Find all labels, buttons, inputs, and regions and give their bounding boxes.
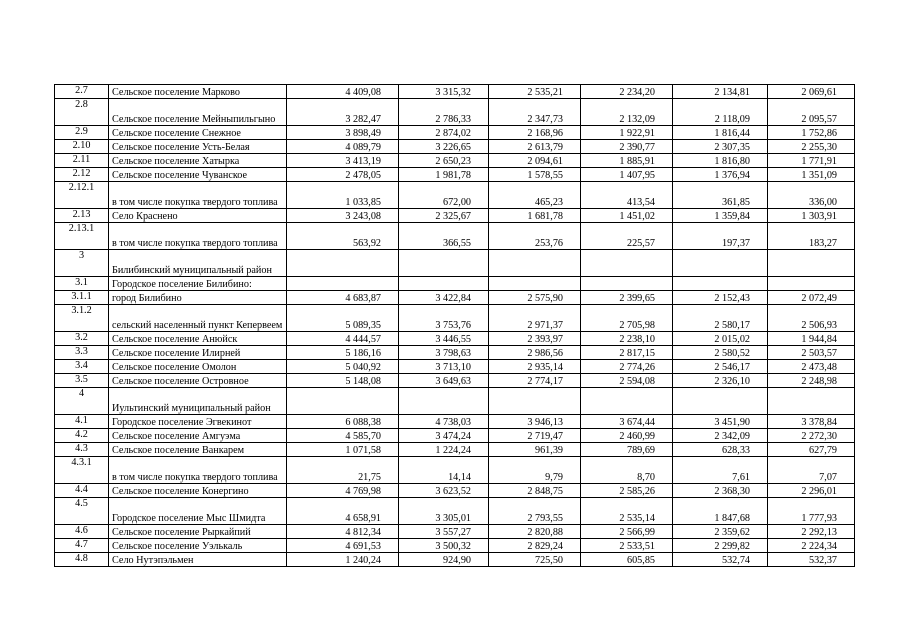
- table-row: [55, 498, 855, 525]
- table-row: [55, 553, 855, 567]
- value-cell: 1 359,84: [673, 209, 768, 223]
- value-cell: 563,92: [287, 223, 399, 250]
- value-cell: 2 971,37: [489, 305, 581, 332]
- value-cell: 2 585,26: [581, 484, 673, 498]
- table-row: [55, 484, 855, 498]
- value-cell: 3 446,55: [399, 332, 489, 346]
- table-row: [55, 429, 855, 443]
- value-cell: 2 069,61: [768, 85, 855, 99]
- value-cell: 3 674,44: [581, 415, 673, 429]
- value-cell: 2 460,99: [581, 429, 673, 443]
- value-cell: 3 898,49: [287, 126, 399, 140]
- value-cell: 413,54: [581, 182, 673, 209]
- value-cell: 1 224,24: [399, 443, 489, 457]
- value-cell: 4 691,53: [287, 539, 399, 553]
- value-cell: 336,00: [768, 182, 855, 209]
- table-row: [55, 388, 855, 415]
- value-cell: 5 148,08: [287, 374, 399, 388]
- value-cell: 1 816,44: [673, 126, 768, 140]
- value-cell: 1 771,91: [768, 154, 855, 168]
- value-cell: 4 089,79: [287, 140, 399, 154]
- settlement-name: Билибинский муниципальный район: [109, 250, 287, 277]
- value-cell: 2 774,17: [489, 374, 581, 388]
- value-cell: 2 546,17: [673, 360, 768, 374]
- value-cell: 4 812,34: [287, 525, 399, 539]
- value-cell: 361,85: [673, 182, 768, 209]
- settlement-name: Село Нутэпэльмен: [109, 553, 287, 567]
- value-cell: 2 359,62: [673, 525, 768, 539]
- table-row: [55, 457, 855, 484]
- value-cell: [768, 277, 855, 291]
- settlement-name: Городское поселение Билибино:: [109, 277, 287, 291]
- value-cell: 627,79: [768, 443, 855, 457]
- value-cell: 2 272,30: [768, 429, 855, 443]
- value-cell: [673, 388, 768, 415]
- settlement-name: Городское поселение Эгвекинот: [109, 415, 287, 429]
- value-cell: 3 649,63: [399, 374, 489, 388]
- value-cell: 3 451,90: [673, 415, 768, 429]
- value-cell: [287, 277, 399, 291]
- table-row: [55, 346, 855, 360]
- settlement-name: Сельское поселение Анюйск: [109, 332, 287, 346]
- value-cell: 2 535,14: [581, 498, 673, 525]
- value-cell: 2 478,05: [287, 168, 399, 182]
- value-cell: 2 296,01: [768, 484, 855, 498]
- value-cell: 2 580,52: [673, 346, 768, 360]
- table-row: [55, 360, 855, 374]
- value-cell: 2 506,93: [768, 305, 855, 332]
- row-number: 3.4: [55, 360, 109, 374]
- value-cell: 961,39: [489, 443, 581, 457]
- row-number: 2.8: [55, 99, 109, 126]
- value-cell: 2 473,48: [768, 360, 855, 374]
- value-cell: [399, 277, 489, 291]
- value-cell: 1 777,93: [768, 498, 855, 525]
- value-cell: [581, 277, 673, 291]
- value-cell: 9,79: [489, 457, 581, 484]
- value-cell: 1 303,91: [768, 209, 855, 223]
- value-cell: 2 134,81: [673, 85, 768, 99]
- settlement-name: Сельское поселение Хатырка: [109, 154, 287, 168]
- table-row: [55, 168, 855, 182]
- value-cell: 2 817,15: [581, 346, 673, 360]
- row-number: 3.1.2: [55, 305, 109, 332]
- value-cell: 725,50: [489, 553, 581, 567]
- row-number: 3.5: [55, 374, 109, 388]
- table-row: [55, 443, 855, 457]
- row-number: 2.7: [55, 85, 109, 99]
- value-cell: 2 533,51: [581, 539, 673, 553]
- value-cell: 789,69: [581, 443, 673, 457]
- settlement-name: Сельское поселение Рыркайпий: [109, 525, 287, 539]
- value-cell: 2 132,09: [581, 99, 673, 126]
- value-cell: [581, 388, 673, 415]
- row-number: 2.12: [55, 168, 109, 182]
- value-cell: 2 292,13: [768, 525, 855, 539]
- value-cell: 4 444,57: [287, 332, 399, 346]
- value-cell: 532,37: [768, 553, 855, 567]
- value-cell: 2 650,23: [399, 154, 489, 168]
- value-cell: [287, 388, 399, 415]
- value-cell: 3 282,47: [287, 99, 399, 126]
- value-cell: 2 399,65: [581, 291, 673, 305]
- row-number: 2.12.1: [55, 182, 109, 209]
- value-cell: 1 752,86: [768, 126, 855, 140]
- value-cell: 672,00: [399, 182, 489, 209]
- value-cell: 1 407,95: [581, 168, 673, 182]
- table-row: [55, 277, 855, 291]
- value-cell: 2 594,08: [581, 374, 673, 388]
- value-cell: 2 299,82: [673, 539, 768, 553]
- value-cell: 1 033,85: [287, 182, 399, 209]
- value-cell: 2 390,77: [581, 140, 673, 154]
- row-number: 4: [55, 388, 109, 415]
- value-cell: 3 378,84: [768, 415, 855, 429]
- value-cell: 3 474,24: [399, 429, 489, 443]
- value-cell: 2 368,30: [673, 484, 768, 498]
- table-row: [55, 154, 855, 168]
- row-number: 3: [55, 250, 109, 277]
- settlement-name: сельский населенный пункт Кепервеем: [109, 305, 287, 332]
- row-number: 2.11: [55, 154, 109, 168]
- table-row: [55, 305, 855, 332]
- table-row: [55, 126, 855, 140]
- value-cell: 1 681,78: [489, 209, 581, 223]
- table-row: [55, 223, 855, 250]
- value-cell: [489, 277, 581, 291]
- value-cell: 3 753,76: [399, 305, 489, 332]
- row-number: 3.2: [55, 332, 109, 346]
- value-cell: 3 226,65: [399, 140, 489, 154]
- row-number: 4.4: [55, 484, 109, 498]
- settlement-name: Городское поселение Мыс Шмидта: [109, 498, 287, 525]
- row-number: 2.10: [55, 140, 109, 154]
- value-cell: 2 874,02: [399, 126, 489, 140]
- value-cell: 2 015,02: [673, 332, 768, 346]
- value-cell: 2 820,88: [489, 525, 581, 539]
- value-cell: [287, 250, 399, 277]
- table-row: [55, 415, 855, 429]
- settlement-name: город Билибино: [109, 291, 287, 305]
- settlement-name: Сельское поселение Омолон: [109, 360, 287, 374]
- value-cell: 4 658,91: [287, 498, 399, 525]
- value-cell: 2 774,26: [581, 360, 673, 374]
- settlement-name: Село Краснено: [109, 209, 287, 223]
- value-cell: 2 580,17: [673, 305, 768, 332]
- value-cell: 2 255,30: [768, 140, 855, 154]
- value-cell: 2 234,20: [581, 85, 673, 99]
- value-cell: 1 240,24: [287, 553, 399, 567]
- value-cell: 1 578,55: [489, 168, 581, 182]
- value-cell: 924,90: [399, 553, 489, 567]
- table-row: [55, 250, 855, 277]
- value-cell: 5 089,35: [287, 305, 399, 332]
- value-cell: 3 557,27: [399, 525, 489, 539]
- value-cell: 2 094,61: [489, 154, 581, 168]
- value-cell: 2 786,33: [399, 99, 489, 126]
- value-cell: [768, 388, 855, 415]
- value-cell: 2 986,56: [489, 346, 581, 360]
- value-cell: 532,74: [673, 553, 768, 567]
- value-cell: 4 683,87: [287, 291, 399, 305]
- value-cell: 3 422,84: [399, 291, 489, 305]
- value-cell: 2 393,97: [489, 332, 581, 346]
- row-number: 4.3.1: [55, 457, 109, 484]
- settlement-name: Сельское поселение Уэлькаль: [109, 539, 287, 553]
- table-row: [55, 539, 855, 553]
- value-cell: 605,85: [581, 553, 673, 567]
- settlement-name: в том числе покупка твердого топлива: [109, 223, 287, 250]
- settlement-name: Сельское поселение Чуванское: [109, 168, 287, 182]
- value-cell: 2 307,35: [673, 140, 768, 154]
- value-cell: 366,55: [399, 223, 489, 250]
- value-cell: 2 118,09: [673, 99, 768, 126]
- value-cell: 3 500,32: [399, 539, 489, 553]
- value-cell: [768, 250, 855, 277]
- value-cell: 628,33: [673, 443, 768, 457]
- value-cell: 2 347,73: [489, 99, 581, 126]
- value-cell: 1 981,78: [399, 168, 489, 182]
- table-row: [55, 525, 855, 539]
- table-row: [55, 332, 855, 346]
- row-number: 4.6: [55, 525, 109, 539]
- tariff-table: [54, 84, 855, 567]
- table-body: [55, 85, 855, 567]
- settlement-name: в том числе покупка твердого топлива: [109, 182, 287, 209]
- value-cell: 2 705,98: [581, 305, 673, 332]
- value-cell: 2 072,49: [768, 291, 855, 305]
- value-cell: 3 315,32: [399, 85, 489, 99]
- row-number: 2.13.1: [55, 223, 109, 250]
- row-number: 3.1.1: [55, 291, 109, 305]
- value-cell: 2 793,55: [489, 498, 581, 525]
- value-cell: 2 248,98: [768, 374, 855, 388]
- table-row: [55, 374, 855, 388]
- value-cell: 197,37: [673, 223, 768, 250]
- value-cell: 3 623,52: [399, 484, 489, 498]
- value-cell: [489, 250, 581, 277]
- value-cell: 3 413,19: [287, 154, 399, 168]
- row-number: 3.3: [55, 346, 109, 360]
- value-cell: 1 816,80: [673, 154, 768, 168]
- table-row: [55, 209, 855, 223]
- value-cell: 1 376,94: [673, 168, 768, 182]
- value-cell: 14,14: [399, 457, 489, 484]
- value-cell: 2 503,57: [768, 346, 855, 360]
- value-cell: [399, 388, 489, 415]
- value-cell: [489, 388, 581, 415]
- value-cell: 4 409,08: [287, 85, 399, 99]
- row-number: 2.9: [55, 126, 109, 140]
- value-cell: 253,76: [489, 223, 581, 250]
- settlement-name: Сельское поселение Марково: [109, 85, 287, 99]
- value-cell: 3 713,10: [399, 360, 489, 374]
- value-cell: 183,27: [768, 223, 855, 250]
- value-cell: 7,61: [673, 457, 768, 484]
- value-cell: 1 351,09: [768, 168, 855, 182]
- value-cell: 4 738,03: [399, 415, 489, 429]
- settlement-name: Сельское поселение Снежное: [109, 126, 287, 140]
- row-number: 4.1: [55, 415, 109, 429]
- value-cell: 4 585,70: [287, 429, 399, 443]
- value-cell: 2 342,09: [673, 429, 768, 443]
- value-cell: 1 922,91: [581, 126, 673, 140]
- settlement-name: Сельское поселение Мейныпильгыно: [109, 99, 287, 126]
- value-cell: 2 575,90: [489, 291, 581, 305]
- value-cell: 225,57: [581, 223, 673, 250]
- table-row: [55, 291, 855, 305]
- value-cell: 2 535,21: [489, 85, 581, 99]
- settlement-name: Сельское поселение Конергино: [109, 484, 287, 498]
- value-cell: 2 566,99: [581, 525, 673, 539]
- value-cell: [673, 277, 768, 291]
- value-cell: 2 224,34: [768, 539, 855, 553]
- value-cell: 3 798,63: [399, 346, 489, 360]
- row-number: 4.7: [55, 539, 109, 553]
- row-number: 2.13: [55, 209, 109, 223]
- value-cell: 2 238,10: [581, 332, 673, 346]
- row-number: 4.5: [55, 498, 109, 525]
- settlement-name: в том числе покупка твердого топлива: [109, 457, 287, 484]
- value-cell: 2 168,96: [489, 126, 581, 140]
- table-row: [55, 182, 855, 209]
- value-cell: 2 848,75: [489, 484, 581, 498]
- value-cell: 1 847,68: [673, 498, 768, 525]
- value-cell: 2 095,57: [768, 99, 855, 126]
- row-number: 4.2: [55, 429, 109, 443]
- value-cell: 5 186,16: [287, 346, 399, 360]
- value-cell: 3 946,13: [489, 415, 581, 429]
- value-cell: 6 088,38: [287, 415, 399, 429]
- value-cell: 3 243,08: [287, 209, 399, 223]
- value-cell: [399, 250, 489, 277]
- value-cell: 1 071,58: [287, 443, 399, 457]
- settlement-name: Сельское поселение Илирней: [109, 346, 287, 360]
- value-cell: 2 152,43: [673, 291, 768, 305]
- settlement-name: Сельское поселение Усть-Белая: [109, 140, 287, 154]
- table-row: [55, 140, 855, 154]
- settlement-name: Иультинский муниципальный район: [109, 388, 287, 415]
- value-cell: 8,70: [581, 457, 673, 484]
- value-cell: 465,23: [489, 182, 581, 209]
- value-cell: 2 326,10: [673, 374, 768, 388]
- value-cell: 1 885,91: [581, 154, 673, 168]
- table-row: [55, 85, 855, 99]
- value-cell: 2 935,14: [489, 360, 581, 374]
- value-cell: 7,07: [768, 457, 855, 484]
- table-row: [55, 99, 855, 126]
- value-cell: 2 829,24: [489, 539, 581, 553]
- row-number: 4.3: [55, 443, 109, 457]
- settlement-name: Сельское поселение Амгуэма: [109, 429, 287, 443]
- value-cell: 2 719,47: [489, 429, 581, 443]
- settlement-name: Сельское поселение Островное: [109, 374, 287, 388]
- value-cell: 2 613,79: [489, 140, 581, 154]
- row-number: 4.8: [55, 553, 109, 567]
- value-cell: 2 325,67: [399, 209, 489, 223]
- value-cell: 5 040,92: [287, 360, 399, 374]
- value-cell: [673, 250, 768, 277]
- value-cell: 1 451,02: [581, 209, 673, 223]
- value-cell: [581, 250, 673, 277]
- row-number: 3.1: [55, 277, 109, 291]
- value-cell: 1 944,84: [768, 332, 855, 346]
- value-cell: 3 305,01: [399, 498, 489, 525]
- settlement-name: Сельское поселение Ванкарем: [109, 443, 287, 457]
- value-cell: 4 769,98: [287, 484, 399, 498]
- value-cell: 21,75: [287, 457, 399, 484]
